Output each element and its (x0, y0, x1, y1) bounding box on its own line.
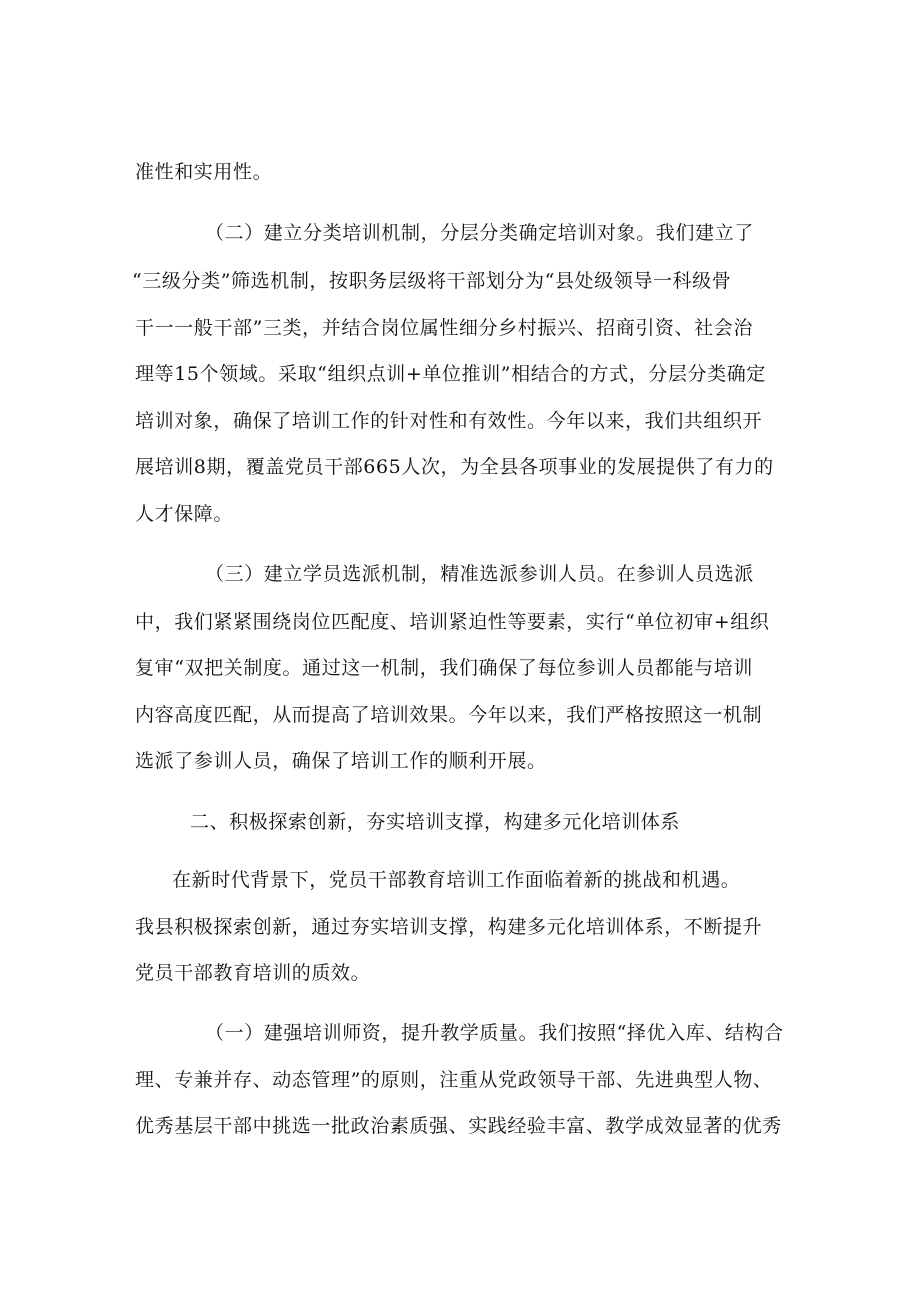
text-line: “三级分类”筛选机制，按职务层级将干部划分为“县处级领导一科级骨 (132, 270, 732, 292)
text-line: （二）建立分类培训机制，分层分类确定培训对象。我们建立了 (205, 222, 754, 244)
text-line: 理等15个领域。采取“组织点训+单位推训”相结合的方式，分层分类确定 (135, 363, 766, 385)
text-line: 中，我们紧紧围绕岗位匹配度、培训紧迫性等要素，实行“单位初审+组织 (135, 611, 770, 633)
text-line: 优秀基层干部中挑选一批政治素质强、实践经验丰富、教学成效显著的优秀 (135, 1115, 782, 1137)
text-line: 人才保障。 (135, 503, 234, 525)
text-line: 理、专兼并存、动态管理”的原则，注重从党政领导干部、先进典型人物、 (135, 1069, 773, 1091)
section-heading: 二、积极探索创新，夯实培训支撑，构建多元化培训体系 (190, 811, 681, 833)
text-line: （三）建立学员选派机制，精准选派参训人员。在参训人员选派 (205, 563, 754, 585)
text-line: 准性和实用性。 (135, 161, 273, 183)
text-line: 在新时代背景下，党员干部教育培训工作面临着新的挑战和机遇。 (172, 869, 741, 891)
text-line: 我县积极探索创新，通过夯实培训支撑，构建多元化培训体系，不断提升 (135, 916, 763, 938)
text-line: （一）建强培训师资，提升教学质量。我们按照“择优入库、结构合 (205, 1022, 784, 1044)
text-line: 选派了参训人员，确保了培训工作的顺利开展。 (135, 750, 547, 772)
text-line: 干一一般干部”三类，并结合岗位属性细分乡村振兴、招商引资、社会治 (135, 317, 753, 339)
text-line: 内容高度匹配，从而提高了培训效果。今年以来，我们严格按照这一机制 (135, 704, 763, 726)
text-line: 复审“双把关制度。通过这一机制，我们确保了每位参训人员都能与培训 (135, 657, 753, 679)
text-line: 培训对象，确保了培训工作的针对性和有效性。今年以来，我们共组织开 (135, 410, 763, 432)
text-line: 党员干部教育培训的质效。 (135, 962, 371, 984)
text-line: 展培训8期，覆盖党员干部665人次，为全县各项事业的发展提供了有力的 (135, 456, 774, 478)
